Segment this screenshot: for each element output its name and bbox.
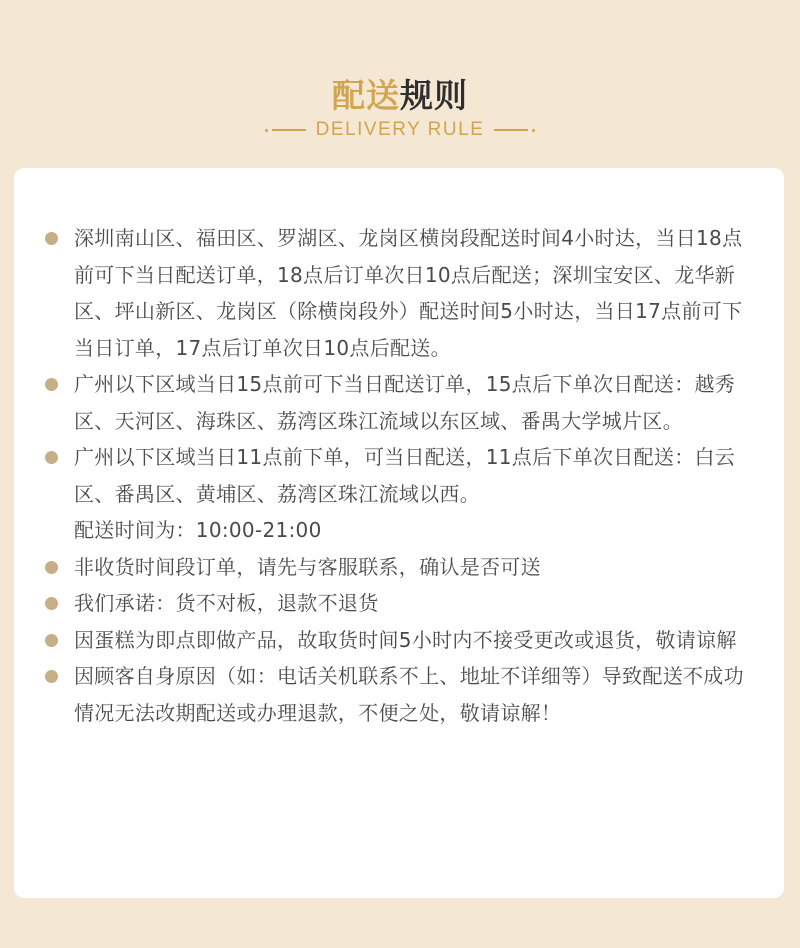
subtitle-row bbox=[0, 118, 800, 142]
divider-dot bbox=[532, 129, 535, 132]
page-title bbox=[0, 74, 800, 118]
divider-bar bbox=[494, 129, 528, 131]
rules-list bbox=[44, 220, 756, 731]
rule-item bbox=[44, 658, 756, 731]
rule-text: 我们承诺：货不对板，退款不退货 bbox=[74, 591, 379, 615]
bullet-dot-icon bbox=[45, 670, 58, 683]
rule-item bbox=[44, 585, 756, 622]
divider-bar bbox=[272, 129, 306, 131]
bullet-dot-icon bbox=[45, 232, 58, 245]
right-divider bbox=[494, 129, 535, 132]
bullet-dot-icon bbox=[45, 561, 58, 574]
rule-item bbox=[44, 622, 756, 659]
rule-item bbox=[44, 220, 756, 366]
rule-text: 非收货时间段订单，请先与客服联系，确认是否可送 bbox=[74, 554, 541, 579]
rule-item bbox=[44, 439, 756, 512]
bullet-dot-icon bbox=[45, 378, 58, 391]
title-dark-text: 规则 bbox=[400, 76, 468, 115]
rule-text: 因顾客自身原因（如：电话关机联系不上、地址不详细等）导致配送不成功情况无法改期配送或办理退款，不便之处，敬请谅解！ bbox=[74, 664, 744, 725]
rule-text: 广州以下区域当日11点前下单，可当日配送，11点后下单次日配送：白云区、番禺区、黄埔区、荔湾区珠江流域以西。 bbox=[74, 445, 736, 506]
bullet-dot-icon bbox=[45, 597, 58, 610]
bullet-dot-icon bbox=[45, 451, 58, 464]
delivery-hours: 配送时间为：10:00-21:00 bbox=[74, 518, 322, 542]
rules-card bbox=[14, 168, 784, 898]
rule-text: 因蛋糕为即点即做产品，故取货时间5小时内不接受更改或退货，敬请谅解 bbox=[74, 627, 737, 652]
rule-item bbox=[44, 549, 756, 586]
page-header bbox=[0, 0, 800, 168]
left-divider bbox=[265, 129, 306, 132]
title-accent-text: 配送 bbox=[332, 76, 400, 115]
bullet-dot-icon bbox=[45, 634, 58, 647]
page-subtitle: DELIVERY RULE bbox=[315, 119, 485, 140]
rule-text: 广州以下区域当日15点前可下当日配送订单，15点后下单次日配送：越秀区、天河区、海珠区、荔湾区珠江流域以东区域、番禺大学城片区。 bbox=[74, 372, 736, 433]
rule-item bbox=[44, 366, 756, 439]
divider-dot bbox=[265, 129, 268, 132]
rule-text: 深圳南山区、福田区、罗湖区、龙岗区横岗段配送时间4小时达，当日18点前可下当日配送订单，18点后订单次日10点后配送；深圳宝安区、龙华新区、坪山新区、龙岗区（除横岗段外）配送时间5小时达，当日17点前可下当日订单，17点后订单次日10点后配送。 bbox=[74, 226, 743, 360]
